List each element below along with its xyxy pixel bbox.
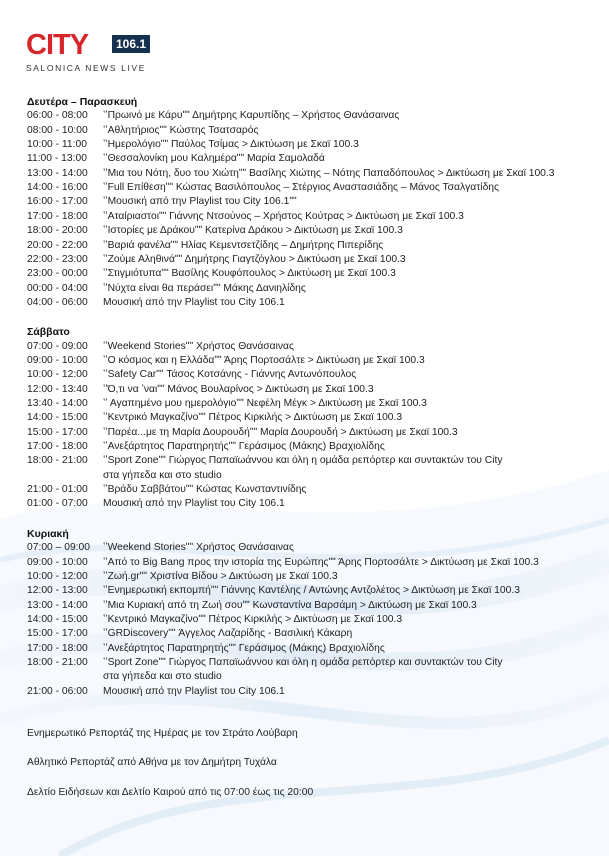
time-slot: 08:00 - 10:00 <box>27 124 88 136</box>
footer-notes <box>27 727 313 815</box>
program-info: ʽʽFull Επίθεσηʺʺ Κώστας Βασιλόπουλος – Στέργιος Αναστασιάδης – Μάνος Τσαλγατίδης <box>103 182 499 194</box>
time-slot: 10:00 - 12:00 <box>27 570 88 582</box>
schedule-row <box>27 599 587 613</box>
program-info: ʽʽΒαριά φανέλαʺʺ Ηλίας Κεμεντσετζίδης – Δημήτρης Πιπερίδης <box>103 239 384 251</box>
schedule-row <box>27 613 587 627</box>
program-info: ʽʽΖούμε Αληθινάʺʺ Δημήτρης Γιαγτζόγλου > Δικτύωση με Σκαϊ 100.3 <box>103 253 406 265</box>
time-slot: 17:00 - 18:00 <box>27 642 88 654</box>
schedule-row <box>27 210 587 224</box>
time-slot: 18:00 - 21:00 <box>27 656 88 668</box>
footer-note: Ενημερωτικό Ρεπορτάζ της Ημέρας με τον Στράτο Λούβαρη <box>27 728 298 739</box>
schedule-row <box>27 440 587 454</box>
schedule-row <box>27 267 587 281</box>
program-info: ʽʽΖωή.grʺʺ Χριστίνα Βίδου > Δικτύωση με Σκαϊ 100.3 <box>103 570 338 582</box>
schedule-row <box>27 138 587 152</box>
program-info: ʽʽΌ,τι να ʽναιʺʺ Μάνος Βουλαρίνος > Δικτύωση με Σκαϊ 100.3 <box>103 383 374 395</box>
schedule-row <box>27 383 587 397</box>
schedule-row <box>27 656 587 670</box>
program-info: ʽʽΗμερολόγιοʺʺ Παύλος Τσίμας > Δικτύωση με Σκαϊ 100.3 <box>103 139 359 151</box>
time-slot: 09:00 - 10:00 <box>27 354 88 366</box>
program-info: Μουσική από την Playlist του City 106.1 <box>103 296 285 308</box>
schedule-row <box>27 584 587 598</box>
time-slot: 10:00 - 12:00 <box>27 369 88 381</box>
program-info: ʽʽΕνημερωτική εκπομπήʺʺ Γιάννης Καντέλης / Αντώνης Αντζολέτος > Δικτύωση με Σκαϊ 100.3 <box>103 585 520 597</box>
program-info: Μουσική από την Playlist του City 106.1 <box>103 685 285 697</box>
program-info: ʽʽΘεσσαλονίκη μου Καλημέραʺʺ Μαρία Σαμολαδά <box>103 153 325 165</box>
logo-frequency-badge: 106.1 <box>112 35 150 53</box>
schedule-row <box>27 483 587 497</box>
schedule-row <box>27 253 587 267</box>
program-info: ʽʽΟ κόσμος και η Ελλάδαʺʺ Άρης Πορτοσάλτε > Δικτύωση με Σκαϊ 100.3 <box>103 354 425 366</box>
program-info: ʽʽSafety Carʺʺ Τάσος Κοτσάνης - Γιάννης Αντωνόπουλος <box>103 369 357 381</box>
schedule-row <box>27 454 587 468</box>
logo-tagline: SALONICA NEWS LIVE <box>26 63 146 73</box>
time-slot: 01:00 - 07:00 <box>27 498 88 510</box>
time-slot: 07:00 – 09:00 <box>27 542 90 554</box>
schedule-row <box>27 368 587 382</box>
program-info: ʽʽΠρωινό με Κάρυʺʺ Δημήτρης Καρυπίδης – Χρήστος Θανάσαινας <box>103 110 400 122</box>
program-info-continued: στα γήπεδα και στο studio <box>103 469 222 481</box>
time-slot: 17:00 - 18:00 <box>27 210 88 222</box>
program-info: ʽʽΚεντρικό Μαγκαζίνοʺʺ Πέτρος Κιρκιλής > Δικτύωση με Σκαϊ 100.3 <box>103 412 403 424</box>
program-info: ʽʽGRDiscoveryʺʺ Άγγελος Λαζαρίδης - Βασιλική Κάκαρη <box>103 628 353 640</box>
program-info: ʽʽWeekend Storiesʺʺ Χρήστος Θανάσαινας <box>103 340 294 352</box>
program-info: ʽʽWeekend Storiesʺʺ Χρήστος Θανάσαινας <box>103 542 294 554</box>
program-info: ʽʽΑταίριαστοιʺʺ Γιάννης Ντσούνος – Χρήστος Κούτρας > Δικτύωση με Σκαϊ 100.3 <box>103 210 464 222</box>
program-info: Μουσική από την Playlist του City 106.1 <box>103 498 285 510</box>
section-title: Δευτέρα – Παρασκευή <box>27 96 138 108</box>
footer-note: Αθλητικό Ρεπορτάζ από Αθήνα με τον Δημήτρη Τυχάλα <box>27 757 277 769</box>
time-slot: 15:00 - 17:00 <box>27 426 88 438</box>
schedule-row <box>27 340 587 354</box>
logo-wordmark: CITY <box>26 29 89 61</box>
program-info: ʽʽΜουσική από την Playlist του City 106.1ʺʺ <box>103 196 297 208</box>
time-slot: 12:00 - 13:00 <box>27 585 88 597</box>
program-info: ʽʽΙστορίες με Δράκουʺʺ Κατερίνα Δράκου > Δικτύωση με Σκαϊ 100.3 <box>103 225 403 237</box>
program-info: ʽʽSport Zoneʺʺ Γιώργος Παπαϊωάννου και όλη η ομάδα ρεπόρτερ και συντακτών του City <box>103 656 503 668</box>
program-info: ʽʽ Αγαπημένο μου ημερολόγιοʺʺ Νεφέλη Μέγκ > Δικτύωση με Σκαϊ 100.3 <box>103 398 427 409</box>
time-slot: 10:00 - 11:00 <box>27 139 87 151</box>
program-info: ʽʽΑπό το Big Bang προς την ιστορία της Ευρώπηςʺʺ Άρης Πορτοσάλτε > Δικτύωση με Σκαϊ 100.3 <box>103 556 539 568</box>
program-info-continued: στα γήπεδα και στο studio <box>103 671 222 683</box>
schedule-row <box>27 224 587 238</box>
schedule-row <box>27 397 587 411</box>
time-slot: 20:00 - 22:00 <box>27 239 88 251</box>
time-slot: 23:00 - 00:00 <box>27 268 88 280</box>
time-slot: 17:00 - 18:00 <box>27 441 88 453</box>
time-slot: 13:00 - 14:00 <box>27 167 88 179</box>
program-info: ʽʽΑνεξάρτητος Παρατηρητήςʺʺ Γεράσιμος (Μάκης) Βραχιολίδης <box>103 642 385 654</box>
program-info: ʽʽΑνεξάρτητος Παρατηρητήςʺʺ Γεράσιμος (Μάκης) Βραχιολίδης <box>103 441 385 453</box>
schedule-row-continued <box>27 670 587 684</box>
program-info: ʽʽΣτιγμιότυπαʺʺ Βασίλης Κουφόπουλος > Δικτύωση με Σκαϊ 100.3 <box>103 268 396 280</box>
program-info: ʽʽΑθλητήριοςʺʺ Κώστης Τσατσαρός <box>103 124 259 136</box>
program-info: ʽʽΜια Κυριακή από τη Ζωή σουʺʺ Κωνσταντίνα Βαρσάμη > Δικτύωση με Σκαϊ 100.3 <box>103 599 477 611</box>
schedule-row <box>27 556 587 570</box>
footer-note: Δελτίο Ειδήσεων και Δελτίο Καιρού από τις 07:00 έως τις 20:00 <box>27 786 314 798</box>
program-info: ʽʽΜια του Νότη, δυο του Χιώτηʺʺ Βασίλης Χιώτης – Νότης Παπαδόπουλος > Δικτύωση με Σκαϊ 100.3 <box>103 167 555 179</box>
section-title: Σάββατο <box>27 326 70 339</box>
section-saturday <box>27 325 587 512</box>
schedule-row <box>27 354 587 368</box>
program-info: ʽʽSport Zoneʺʺ Γιώργος Παπαϊωάννου και όλη η ομάδα ρεπόρτερ και συντακτών του City <box>103 455 503 467</box>
schedule-row <box>27 181 587 195</box>
time-slot: 09:00 - 10:00 <box>27 556 88 568</box>
time-slot: 22:00 - 23:00 <box>27 253 88 265</box>
time-slot: 11:00 - 13:00 <box>27 153 87 165</box>
schedule-row <box>27 239 587 253</box>
schedule-row-continued <box>27 469 587 483</box>
time-slot: 04:00 - 06:00 <box>27 296 88 308</box>
time-slot: 12:00 - 13:40 <box>27 383 88 395</box>
schedule-row <box>27 685 587 699</box>
schedule-row <box>27 497 587 511</box>
section-weekdays <box>27 95 587 310</box>
schedule-row <box>27 195 587 209</box>
schedule-row <box>27 411 587 425</box>
time-slot: 18:00 - 21:00 <box>27 455 88 467</box>
section-title: Κυριακή <box>27 527 69 540</box>
time-slot: 18:00 - 20:00 <box>27 225 88 237</box>
schedule-row <box>27 627 587 641</box>
schedule-row <box>27 642 587 656</box>
time-slot: 13:40 - 14:00 <box>27 398 88 409</box>
schedule-row <box>27 426 587 440</box>
time-slot: 14:00 - 15:00 <box>27 613 88 625</box>
schedule-row <box>27 570 587 584</box>
time-slot: 21:00 - 01:00 <box>27 484 88 496</box>
schedule-row <box>27 282 587 296</box>
schedule <box>27 95 587 714</box>
schedule-row <box>27 296 587 310</box>
section-sunday <box>27 527 587 699</box>
time-slot: 14:00 - 16:00 <box>27 182 88 194</box>
time-slot: 00:00 - 04:00 <box>27 282 88 294</box>
program-info: ʽʽΠαρέα...με τη Μαρία Δουρουδήʺʺ Μαρία Δουρουδή > Δικτύωση με Σκαϊ 100.3 <box>103 426 458 438</box>
time-slot: 14:00 - 15:00 <box>27 412 88 424</box>
time-slot: 06:00 - 08:00 <box>27 110 88 122</box>
program-info: ʽʽΒράδυ Σαββάτουʺʺ Κώστας Κωνσταντινίδης <box>103 484 307 496</box>
program-info: ʽʽΚεντρικό Μαγκαζίνοʺʺ Πέτρος Κιρκιλής > Δικτύωση με Σκαϊ 100.3 <box>103 613 403 625</box>
schedule-row <box>27 124 587 138</box>
program-info: ʽʽΝύχτα είναι θα περάσειʺʺ Μάκης Δανιηλίδης <box>103 282 306 294</box>
schedule-row <box>27 152 587 166</box>
schedule-row <box>27 167 587 181</box>
time-slot: 21:00 - 06:00 <box>27 685 88 697</box>
time-slot: 07:00 - 09:00 <box>27 340 88 352</box>
schedule-row <box>27 541 587 555</box>
time-slot: 13:00 - 14:00 <box>27 599 88 611</box>
schedule-row <box>27 109 587 123</box>
time-slot: 15:00 - 17:00 <box>27 628 88 640</box>
time-slot: 16:00 - 17:00 <box>27 196 88 208</box>
